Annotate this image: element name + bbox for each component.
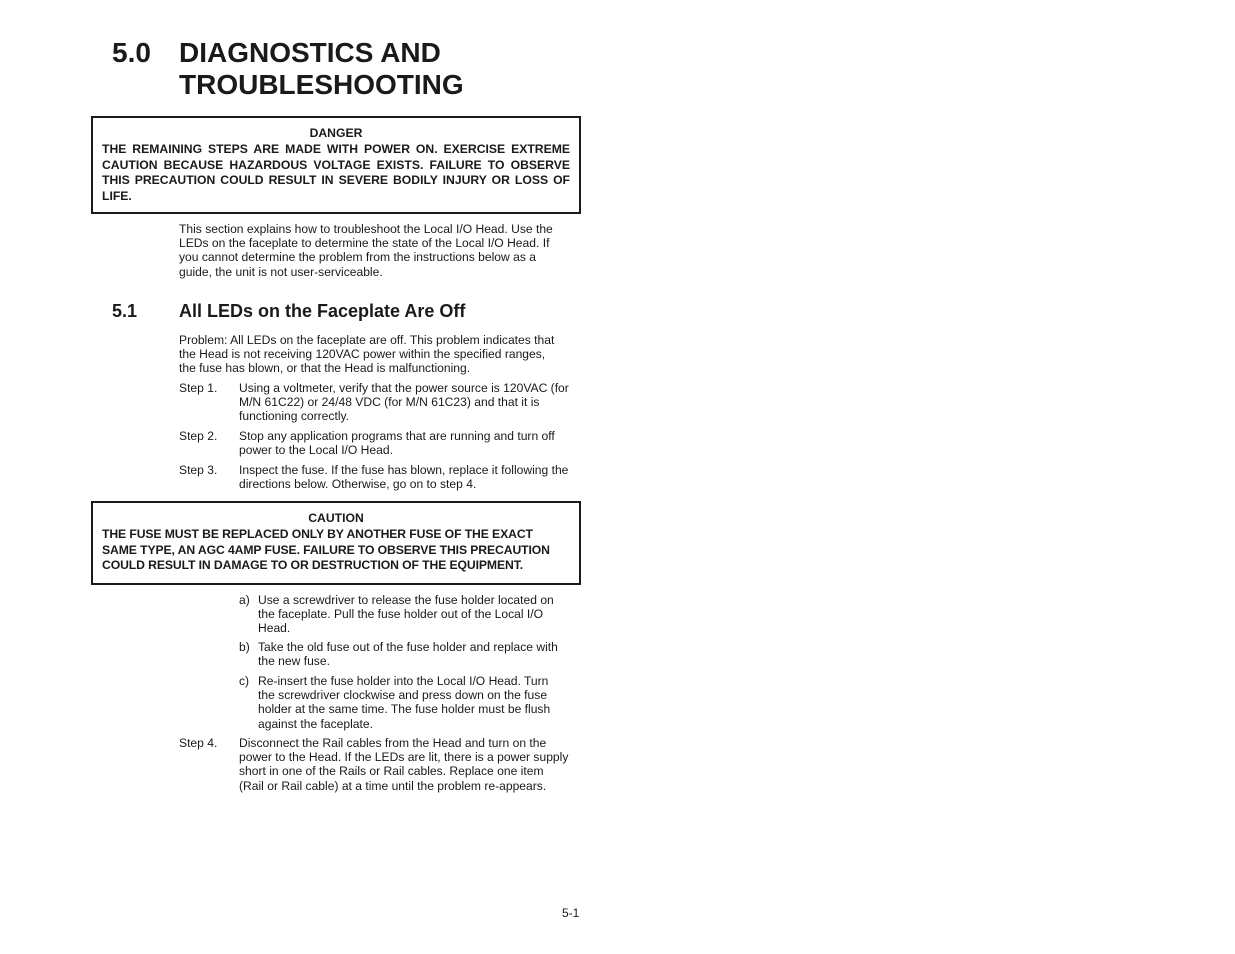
- caution-box: [91, 501, 581, 585]
- caution-title: CAUTION: [308, 511, 364, 525]
- caution-body: THE FUSE MUST BE REPLACED ONLY BY ANOTHER FUSE OF THE EXACT SAME TYPE, AN AGC 4AMP FUSE. FAILURE TO OBSERVE THIS PRECAUTION COULD RESULT IN DAMAGE TO OR DESTRUCTION OF THE EQUIPMENT.: [102, 527, 550, 573]
- danger-box: [91, 116, 581, 214]
- step-text: Inspect the fuse. If the fuse has blown, replace it following the directions below. Otherwise, go on to step 4.: [239, 463, 569, 492]
- step-label: Step 1.: [179, 381, 218, 395]
- substep-label: b): [239, 640, 250, 654]
- problem-paragraph: Problem: All LEDs on the faceplate are off. This problem indicates that the Head is not receiving 120VAC power within the specified ranges, the fuse has blown, or that the Head is malfunctioning.: [179, 333, 555, 376]
- step-label: Step 2.: [179, 429, 218, 443]
- danger-body: THE REMAINING STEPS ARE MADE WITH POWER ON. EXERCISE EXTREME CAUTION BECAUSE HAZARDOUS VOLTAGE EXISTS. FAILURE TO OBSERVE THIS PRECAUTION COULD RESULT IN SEVERE BODILY INJURY OR LOSS OF LIFE.: [102, 142, 570, 203]
- substep-text: Re-insert the fuse holder into the Local I/O Head. Turn the screwdriver clockwise and press down on the fuse holder at the same time. The fuse holder must be flush against the faceplate.: [258, 674, 551, 731]
- step-text: Stop any application programs that are running and turn off power to the Local I/O Head.: [239, 429, 555, 458]
- danger-title: DANGER: [309, 126, 363, 140]
- substep-label: a): [239, 593, 250, 607]
- intro-paragraph: This section explains how to troubleshoot the Local I/O Head. Use the LEDs on the faceplate to determine the state of the Local I/O Head. If you cannot determine the problem from the instructions below as a guide, the unit is not user-serviceable.: [179, 222, 553, 279]
- substep-label: c): [239, 674, 250, 688]
- section-title: All LEDs on the Faceplate Are Off: [179, 301, 466, 321]
- substep-text: Take the old fuse out of the fuse holder and replace with the new fuse.: [258, 640, 558, 669]
- step-label: Step 3.: [179, 463, 218, 477]
- substep-text: Use a screwdriver to release the fuse holder located on the faceplate. Pull the fuse holder out of the Local I/O Head.: [258, 593, 554, 636]
- chapter-title: DIAGNOSTICS AND TROUBLESHOOTING: [179, 37, 464, 100]
- step-text: Using a voltmeter, verify that the power source is 120VAC (for M/N 61C22) or 24/48 VDC (for M/N 61C23) and that it is functioning correctly.: [239, 381, 569, 424]
- step-text: Disconnect the Rail cables from the Head and turn on the power to the Head. If the LEDs are lit, there is a power supply short in one of the Rails or Rail cables. Replace one item (Rail or Rail cable) at a time until the problem re-appears.: [239, 736, 569, 793]
- section-number: 5.1: [112, 301, 138, 321]
- step-label: Step 4.: [179, 736, 218, 750]
- page-number: 5-1: [562, 906, 580, 920]
- chapter-number: 5.0: [112, 37, 151, 68]
